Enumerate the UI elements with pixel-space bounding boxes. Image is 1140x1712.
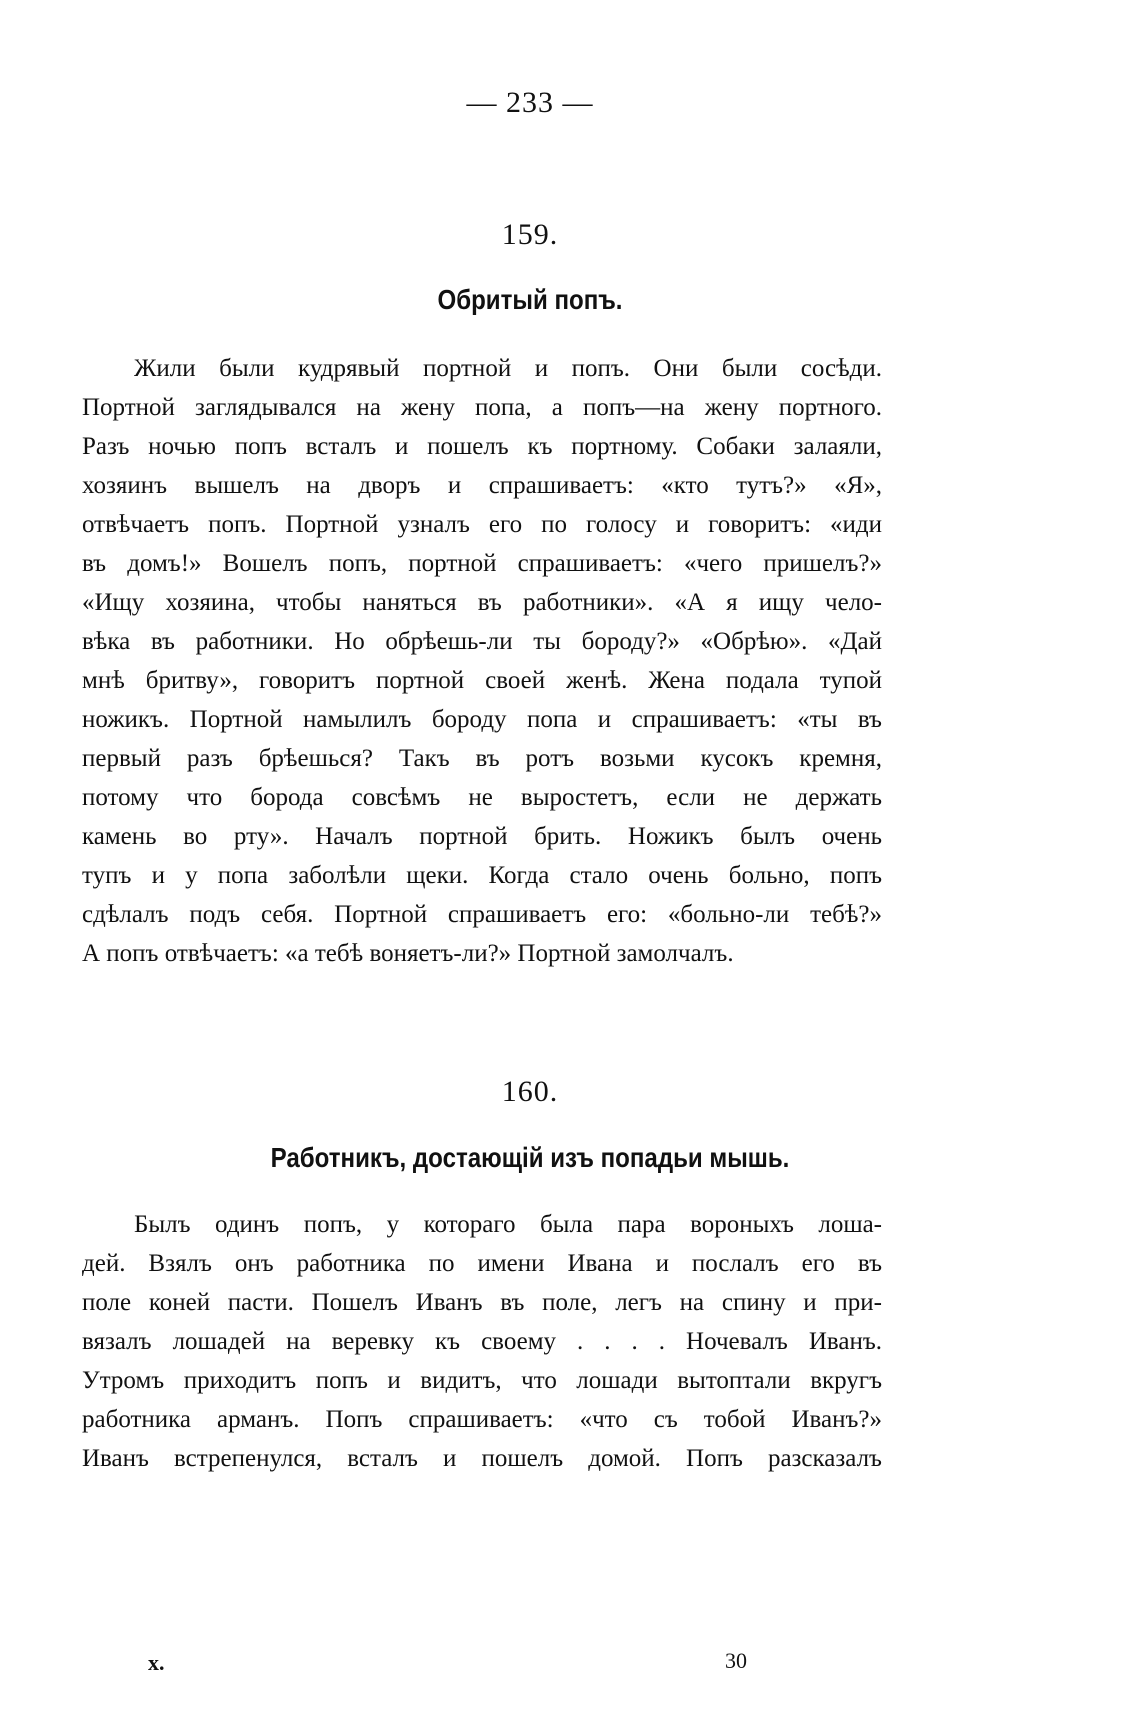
text-line: первый разъ брѣешься? Такъ въ ротъ возьми кусокъ кремня,: [82, 745, 882, 772]
story-title-160: Работникъ, достающій изъ попадьи мышь.: [270, 1142, 790, 1173]
text-line: работника арманъ. Попъ спрашиваетъ: «что съ тобой Иванъ?»: [82, 1406, 882, 1433]
text-line: мнѣ бритву», говоритъ портной своей женѣ. Жена подала тупой: [82, 667, 882, 694]
text-line: вѣка въ работники. Но обрѣешь-ли ты бороду?» «Обрѣю». «Дай: [82, 628, 882, 655]
text-line: въ домъ!» Вошелъ попъ, портной спрашиваетъ: «чего пришелъ?»: [82, 550, 882, 577]
story-text-160: [82, 1205, 882, 1478]
text-line: Разъ ночью попъ всталъ и пошелъ къ портному. Собаки залаяли,: [82, 433, 882, 460]
text-line: потому что борода совсѣмъ не выростетъ, если не держать: [82, 784, 882, 811]
text-line: тупъ и у попа заболѣли щеки. Когда стало очень больно, попъ: [82, 862, 882, 889]
story-number-159: 159.: [501, 218, 559, 251]
text-line: поле коней пасти. Пошелъ Иванъ въ поле, легъ на спину и при-: [82, 1289, 882, 1316]
text-line: дей. Взялъ онъ работника по имени Ивана и послалъ его въ: [82, 1250, 882, 1277]
story-number-160: 160.: [501, 1075, 559, 1108]
story-title-159: Обритый попъ.: [437, 284, 623, 315]
text-line: Былъ одинъ попъ, у котораго была пара вороныхъ лошa-: [134, 1211, 882, 1238]
text-line: вязалъ лошадей на веревку къ своему . . . . Ночевалъ Иванъ.: [82, 1328, 882, 1355]
text-line: хозяинъ вышелъ на дворъ и спрашиваетъ: «кто тутъ?» «Я»,: [82, 472, 882, 499]
text-line: Портной заглядывался на жену попа, а попъ—на жену портного.: [82, 394, 882, 421]
text-line: Иванъ встрепенулся, всталъ и пошелъ домой. Попъ разсказалъ: [82, 1445, 882, 1472]
text-line: ножикъ. Портной намылилъ бороду попа и спрашиваетъ: «ты въ: [82, 706, 882, 733]
printer-signature-mark: x.: [148, 1650, 165, 1675]
text-line: отвѣчаетъ попъ. Портной узналъ его по голосу и говоритъ: «иди: [82, 511, 882, 538]
text-line: Жили были кудрявый портной и попъ. Они были сосѣди.: [134, 355, 882, 382]
text-line: «Ищу хозяина, чтобы наняться въ работники». «А я ищу чело-: [82, 589, 882, 616]
story-text-159: [82, 349, 882, 973]
text-line: камень во рту». Началъ портной брить. Ножикъ былъ очень: [82, 823, 882, 850]
text-line: сдѣлалъ подъ себя. Портной спрашиваетъ его: «больно-ли тебѣ?»: [82, 901, 882, 928]
page-number: — 233 —: [466, 86, 594, 119]
sheet-number: 30: [725, 1648, 747, 1673]
text-line: А попъ отвѣчаетъ: «а тебѣ воняетъ-ли?» Портной замолчалъ.: [82, 940, 734, 967]
text-line: Утромъ приходитъ попъ и видитъ, что лошади вытоптали вкругъ: [82, 1367, 882, 1394]
